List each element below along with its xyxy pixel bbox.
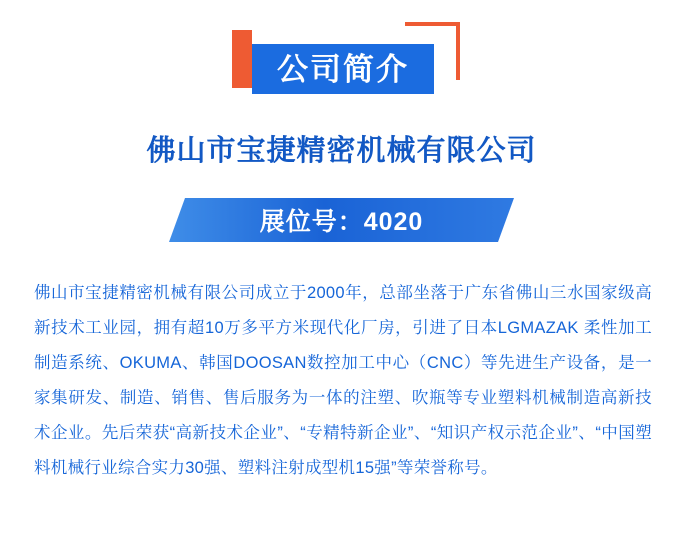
bracket-left-decoration <box>232 30 252 88</box>
section-title-text: 公司简介 <box>277 51 409 87</box>
header-badge <box>232 22 460 94</box>
company-name: 佛山市宝捷精密机械有限公司 <box>146 135 537 167</box>
booth-number-text: 展位号：4020 <box>259 208 424 236</box>
booth-number-banner <box>0 198 683 244</box>
section-title-block <box>252 44 434 94</box>
header-banner <box>0 0 683 110</box>
company-intro-paragraph: 佛山市宝捷精密机械有限公司成立于2000年，总部坐落于广东省佛山三水国家级高新技术工业园，拥有超10万多平方米现代化厂房，引进了日本LGMAZAK 柔性加工制造系统、OKUMA、韩国DOOSAN数控加工中心（CNC）等先进生产设备，是一家集研发、制造、销售、售后服务为一体的注塑、吹瓶等专业塑料机械制造高新技术企业。先后荣获“高新技术企业”、“专精特新企业”、“知识产权示范企业”、“中国塑料机械行业综合实力30强、塑料注射成型机15强”等荣誉称号。 <box>34 284 652 477</box>
